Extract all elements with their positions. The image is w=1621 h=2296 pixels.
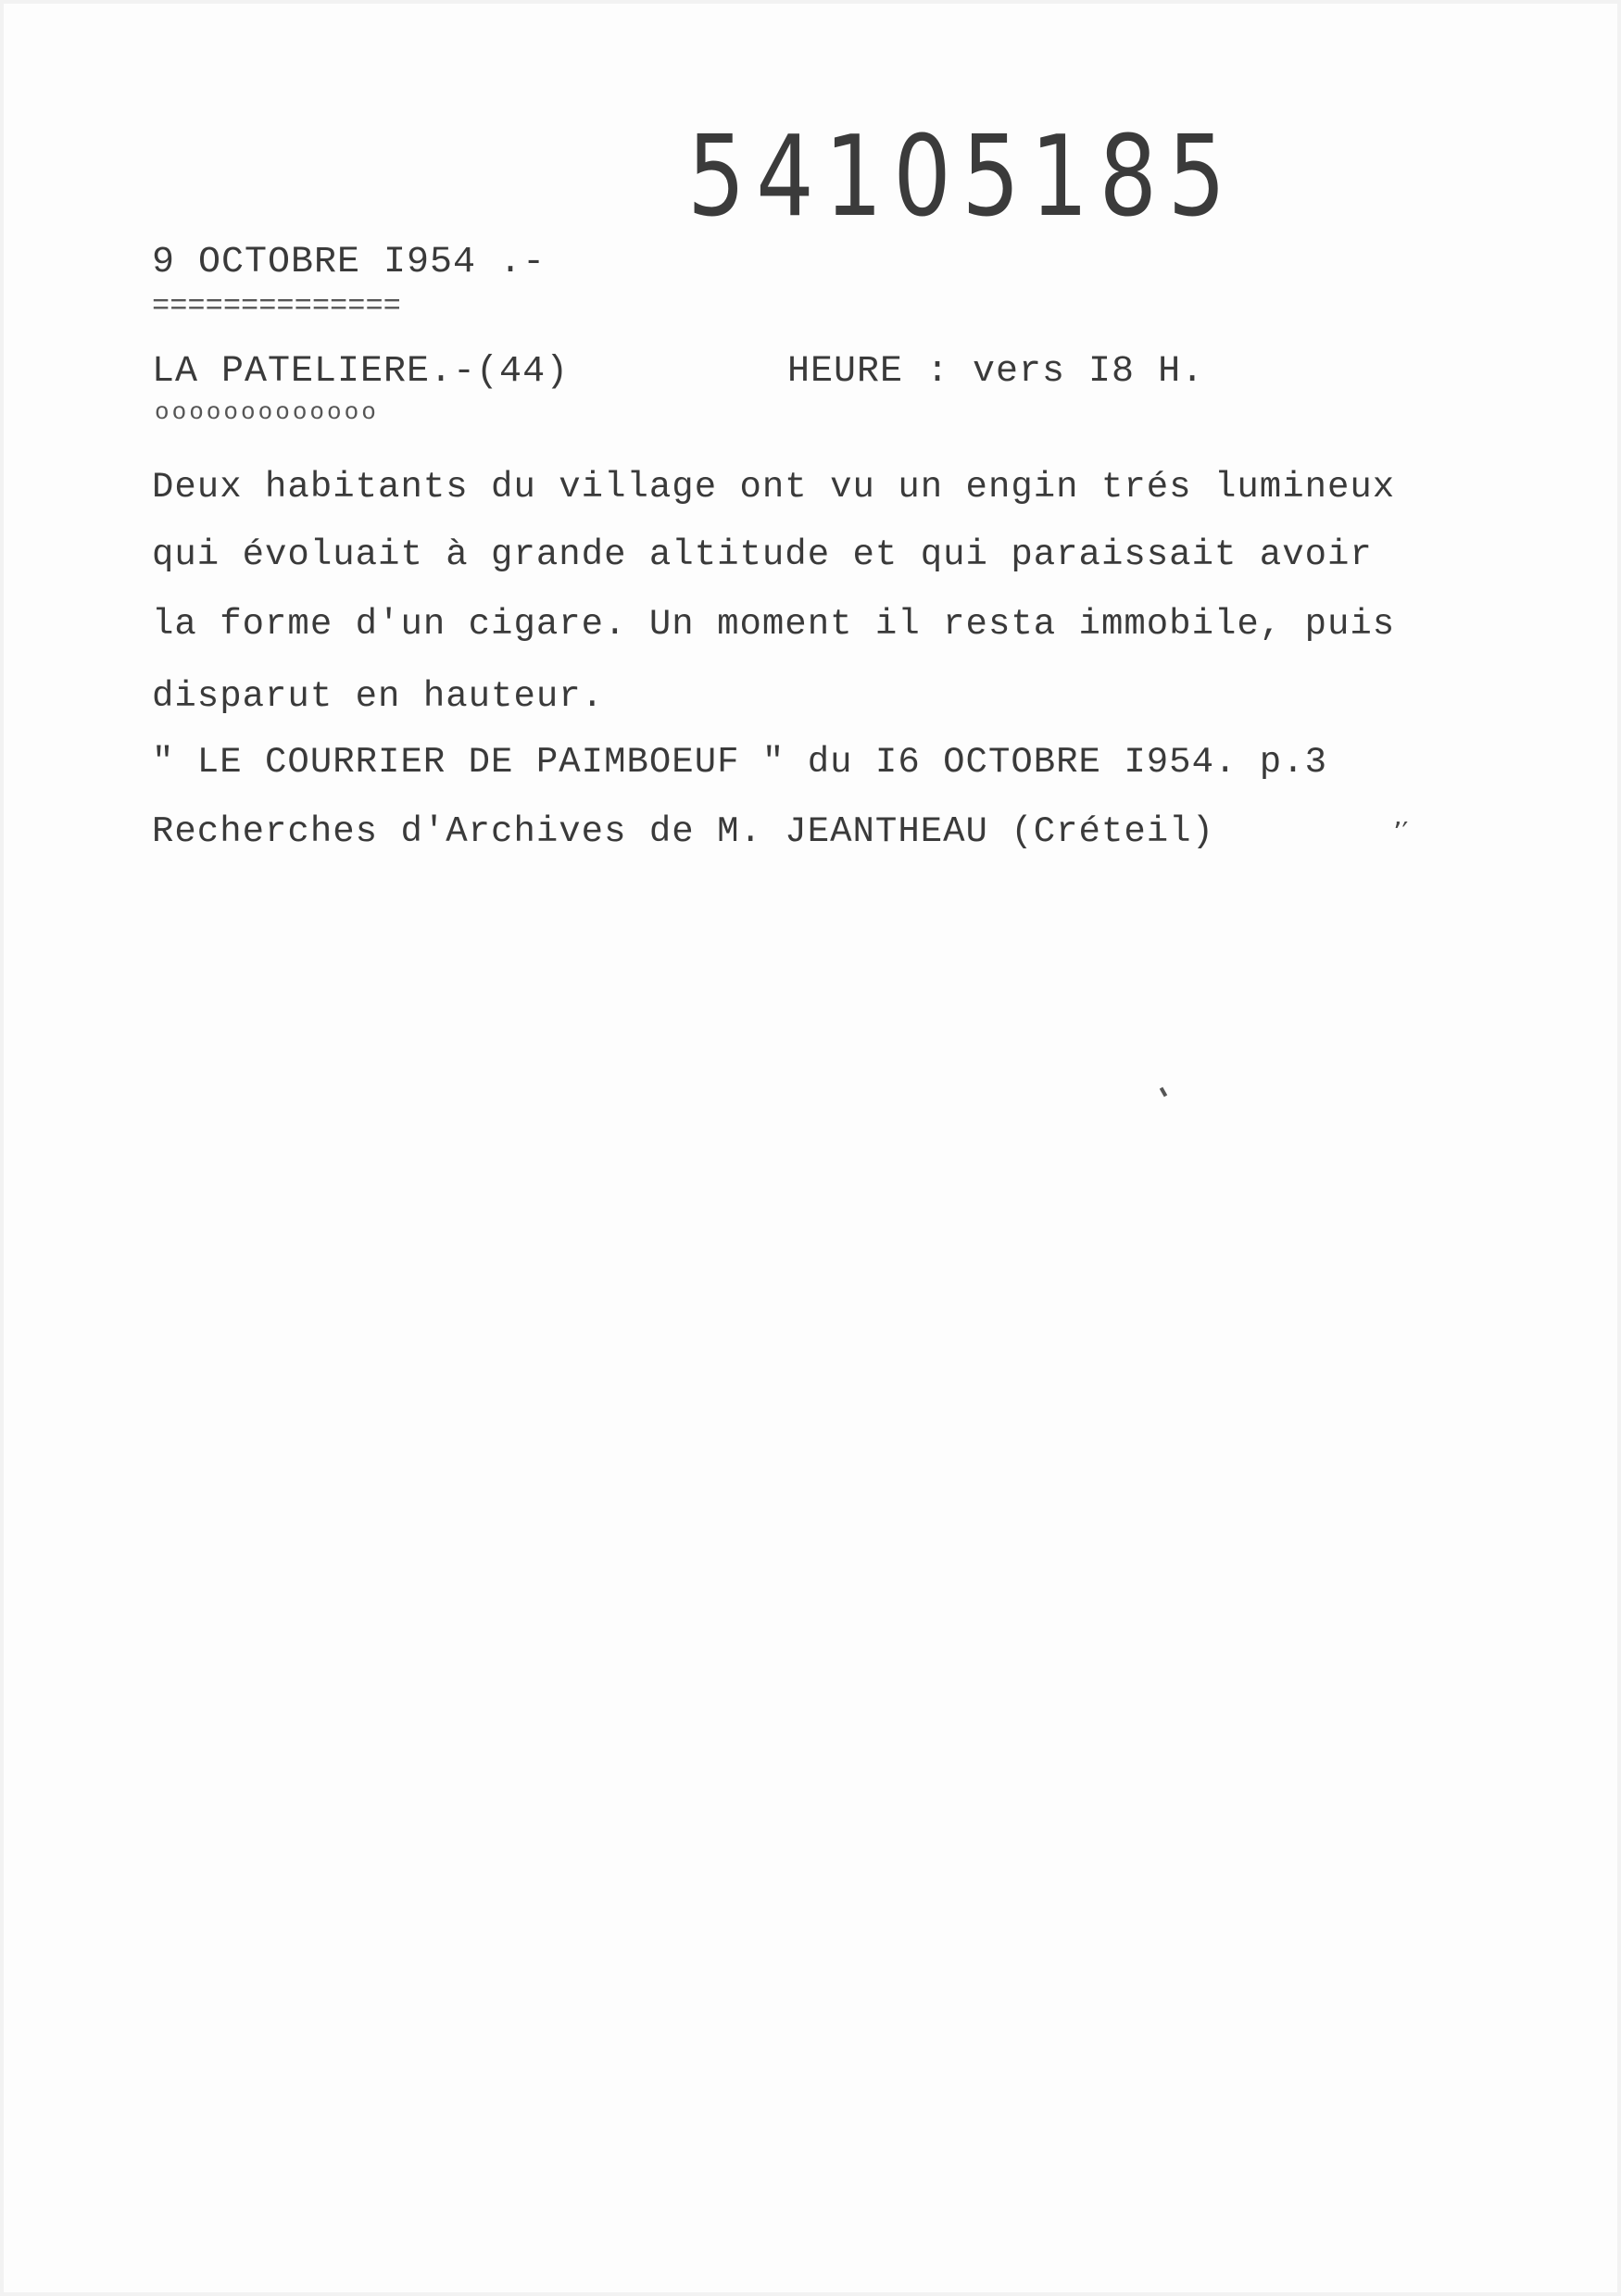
ink-speck (1160, 1087, 1167, 1098)
body-line: la forme d'un cigare. Un moment il resta immobile, puis (152, 604, 1396, 645)
body-line: qui évoluait à grande altitude et qui paraissait avoir (152, 534, 1373, 575)
source-citation: " LE COURRIER DE PAIMBOEUF " du I6 OCTOBRE I954. p.3 (152, 742, 1327, 783)
location-heading: LA PATELIERE.-(44) (152, 351, 570, 393)
report-date: 9 OCTOBRE I954 .- (152, 242, 547, 283)
time-heading: HEURE : vers I8 H. (787, 351, 1205, 393)
body-line: Deux habitants du village ont vu un engin trés lumineux (152, 467, 1396, 508)
location-underline: ooooooooooooo (155, 398, 379, 426)
date-underline: ============== (152, 289, 401, 323)
body-line: disparut en hauteur. (152, 676, 605, 717)
reference-number-stamp: 54105185 (687, 113, 1237, 242)
handwritten-mark-icon: ’′ (1393, 817, 1409, 849)
archive-credit: Recherches d'Archives de M. JEANTHEAU (Créteil) (152, 811, 1214, 852)
